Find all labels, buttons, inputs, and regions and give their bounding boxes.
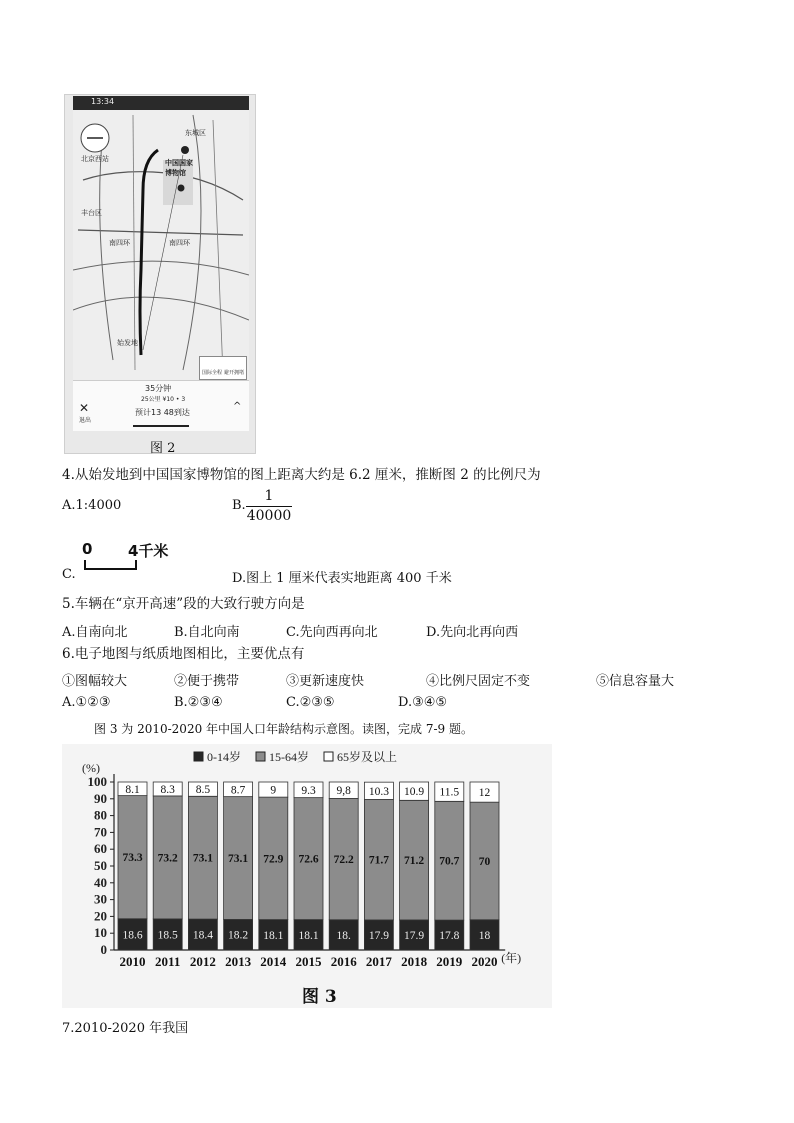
scale-bar <box>78 540 198 576</box>
x-tick-label: 2019 <box>436 954 463 969</box>
chevron-up-icon[interactable]: ^ <box>233 401 242 412</box>
status-time: 13:34 <box>91 97 115 106</box>
q6-option-d: D.③④⑤ <box>398 695 448 710</box>
legend-swatch-1 <box>256 752 265 761</box>
bar-label-2: 8.1 <box>125 783 140 796</box>
fraction-numerator: 1 <box>264 488 274 504</box>
bar-label-2: 9 <box>270 784 277 797</box>
question-6: 6.电子地图与纸质地图相比，主要优点有 <box>62 646 305 662</box>
x-tick-label: 2012 <box>189 954 216 969</box>
x-tick-label: 2017 <box>365 954 392 969</box>
bar-label-2: 10.3 <box>368 785 389 798</box>
question-4: 4.从始发地到中国国家博物馆的图上距离大约是 6.2 厘米，推断图 2 的比例尺为 <box>62 467 541 483</box>
x-tick-label: 2010 <box>119 954 146 969</box>
legend-label-1: 15-64岁 <box>269 750 309 764</box>
y-tick-label: 60 <box>94 841 107 857</box>
q6-option-a: A.①②③ <box>62 695 111 710</box>
bar-label-2: 9.3 <box>301 784 316 797</box>
q6-item-5: ⑤信息容量大 <box>596 674 675 689</box>
bar-label-1: 73.2 <box>157 852 178 865</box>
y-tick-label: 0 <box>100 942 107 957</box>
bar-label-1: 73.3 <box>122 852 143 865</box>
home-indicator <box>133 425 189 427</box>
bar-label-2: 8.3 <box>160 783 175 796</box>
y-tick-label: 80 <box>94 807 107 823</box>
phone-screenshot <box>73 96 249 430</box>
bar-label-2: 10.9 <box>404 786 425 799</box>
fraction-denominator: 40000 <box>246 508 292 524</box>
y-tick-label: 30 <box>94 891 107 907</box>
y-tick-label: 100 <box>87 774 107 789</box>
figure-3-intro: 图 3 为 2010-2020 年中国人口年龄结构示意图。读图，完成 7-9 题。 <box>94 722 473 736</box>
map-label-museum: 中国国家博物馆 <box>165 159 193 177</box>
q5-option-c: C.先向西再向北 <box>286 625 378 640</box>
y-tick-label: 40 <box>94 874 107 890</box>
figure-3-caption: 图 3 <box>302 987 337 1007</box>
x-tick-label: 2013 <box>225 954 252 969</box>
bar-label-1: 71.2 <box>404 855 425 868</box>
x-axis-unit: (年) <box>501 951 522 965</box>
bar-label-2: 11.5 <box>439 786 460 799</box>
map-roads <box>73 110 249 380</box>
q6-option-b: B.②③④ <box>174 695 223 710</box>
map-area <box>73 110 249 380</box>
bar-label-1: 72.2 <box>333 854 354 867</box>
bar-label-1: 73.1 <box>192 852 213 865</box>
q5-option-b: B.自北向南 <box>174 625 240 640</box>
map-label-nanyuan: 南四环 <box>109 239 130 247</box>
route-detail: 25公里 ¥10 • 3 <box>141 396 186 403</box>
map-label-start: 始发地 <box>117 339 138 347</box>
age-structure-chart <box>62 744 552 1008</box>
x-tick-label: 2018 <box>401 954 428 969</box>
bar-label-1: 70 <box>478 855 491 868</box>
q5-option-a: A.自南向北 <box>62 625 128 640</box>
bar-label-0: 17.8 <box>439 930 460 943</box>
bar-label-2: 8.5 <box>195 784 211 797</box>
bar-label-0: 18.1 <box>298 929 319 942</box>
bar-label-2: 12 <box>478 787 491 800</box>
bar-label-1: 70.7 <box>439 855 460 868</box>
q6-item-4: ④比例尺固定不变 <box>426 674 531 689</box>
legend-label-2: 65岁及以上 <box>337 750 398 764</box>
bar-label-0: 17.9 <box>368 929 389 942</box>
q4-option-b-prefix: B. <box>232 498 246 513</box>
y-tick-label: 70 <box>94 824 107 840</box>
q4-option-a: A.1:4000 <box>62 498 122 513</box>
figure-3-chart <box>62 744 552 1008</box>
x-tick-label: 2015 <box>295 954 322 969</box>
close-icon[interactable]: ✕ <box>79 401 90 415</box>
map-label-yizhuang: 南四环 <box>169 239 190 247</box>
q6-option-c: C.②③⑤ <box>286 695 335 710</box>
bar-label-0: 18.6 <box>122 929 143 942</box>
y-axis-label: (%) <box>82 761 100 775</box>
route-option-1[interactable]: 国际全程 <box>202 370 223 376</box>
scale-zero: 0 <box>82 540 93 558</box>
legend-swatch-2 <box>324 752 333 761</box>
x-tick-label: 2014 <box>260 954 287 969</box>
y-tick-label: 90 <box>94 790 107 806</box>
x-tick-label: 2020 <box>471 954 498 969</box>
figure-2-caption: 图 2 <box>150 441 176 456</box>
y-tick-label: 20 <box>94 908 107 924</box>
y-tick-label: 50 <box>94 858 107 873</box>
q6-item-2: ②便于携带 <box>174 674 240 689</box>
bar-label-0: 18.2 <box>228 929 249 942</box>
legend-swatch-0 <box>194 752 203 761</box>
bar-label-0: 18.1 <box>263 929 284 942</box>
bar-label-0: 18 <box>478 929 491 942</box>
bar-label-1: 71.7 <box>368 854 389 867</box>
bar-label-0: 18.4 <box>192 929 213 942</box>
route-options[interactable] <box>199 356 247 380</box>
q4-option-c: C. <box>62 567 76 582</box>
q5-option-d: D.先向北再向西 <box>426 625 519 640</box>
question-5: 5.车辆在“京开高速”段的大致行驶方向是 <box>62 596 305 612</box>
bar-label-0: 18.5 <box>157 929 178 942</box>
x-tick-label: 2011 <box>155 954 181 969</box>
bar-label-1: 72.6 <box>298 853 319 866</box>
q6-item-1: ①图幅较大 <box>62 674 128 689</box>
legend-label-0: 0-14岁 <box>207 750 241 764</box>
phone-status-bar <box>73 96 249 110</box>
navigation-panel <box>73 380 249 431</box>
bar-label-2: 9,8 <box>336 785 351 798</box>
scale-value: 4千米 <box>128 542 169 560</box>
bar-label-1: 73.1 <box>228 853 249 866</box>
bar-label-0: 18. <box>336 929 351 942</box>
map-label-xicheng: 北京西站 <box>81 155 109 163</box>
bar-label-1: 72.9 <box>263 853 284 866</box>
q4-option-b-fraction <box>246 488 292 525</box>
y-tick-label: 10 <box>94 925 107 941</box>
exit-label: 退出 <box>79 417 92 424</box>
bar-label-2: 8.7 <box>230 784 246 797</box>
route-duration: 35分钟 <box>145 384 172 393</box>
x-tick-label: 2016 <box>330 954 357 969</box>
route-eta: 预计13 48到达 <box>135 408 190 417</box>
map-label-fengtai: 丰台区 <box>81 209 102 217</box>
q6-item-3: ③更新速度快 <box>286 674 365 689</box>
fraction-bar <box>246 506 292 507</box>
route-option-2[interactable]: 避开拥堵 <box>224 370 245 376</box>
bar-label-0: 17.9 <box>404 929 425 942</box>
map-label-dongcheng: 东城区 <box>185 129 206 137</box>
question-7: 7.2010-2020 年我国 <box>62 1021 189 1036</box>
scale-line <box>78 558 148 572</box>
q4-option-d: D.图上 1 厘米代表实地距离 400 千米 <box>232 571 452 586</box>
